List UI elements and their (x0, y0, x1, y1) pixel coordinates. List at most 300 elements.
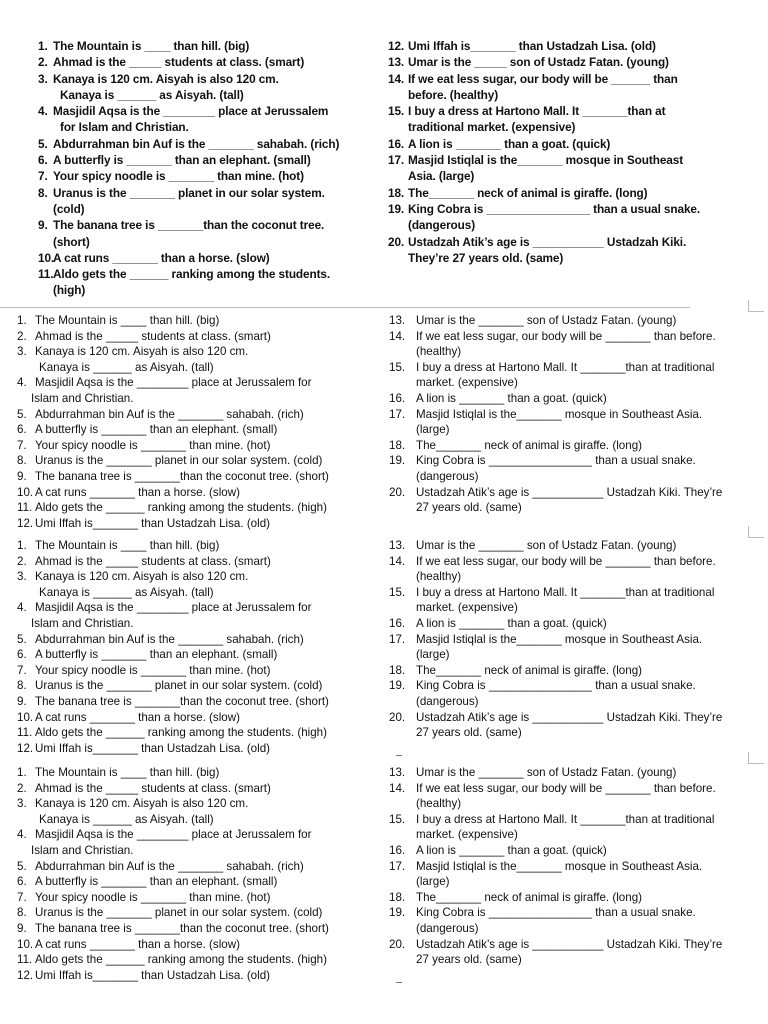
item-number: 9. (17, 469, 27, 483)
item-text (416, 632, 702, 663)
right-column (389, 765, 761, 968)
item-line: (dangerous) (408, 218, 476, 233)
item-line: The Mountain is ____ than hill. (big) (35, 314, 220, 327)
item-text (416, 765, 676, 781)
item-line: Aldo gets the ______ ranking among the students. (high) (35, 953, 327, 967)
divider (0, 307, 690, 308)
exercise-item (389, 765, 761, 781)
exercise-item (388, 234, 758, 267)
item-line: Ustadzah Atik’s age is ___________ Ustadzah Kiki. (408, 234, 687, 249)
item-line: The_______ neck of animal is giraffe. (long) (416, 663, 642, 677)
item-line: Umi Iffah is_______ than Ustadzah Lisa. (old) (35, 516, 271, 530)
item-text (35, 905, 322, 921)
exercise-item (388, 136, 758, 152)
item-line: 27 years old. (same) (416, 726, 522, 740)
item-text (53, 217, 324, 250)
item-number: 14. (389, 329, 406, 343)
exercise-item (17, 438, 382, 454)
item-line: Islam and Christian. (31, 616, 134, 630)
item-line: Uranus is the _______ planet in our solar system. (cold) (35, 679, 323, 693)
item-text (35, 344, 248, 375)
left-column (17, 313, 382, 531)
item-number: 4. (17, 601, 27, 615)
item-line: Kanaya is 120 cm. Aisyah is also 120 cm. (35, 345, 249, 359)
item-text (416, 407, 702, 438)
item-number: 11. (17, 953, 33, 967)
item-line: A cat runs _______ than a horse. (slow) (35, 710, 240, 724)
item-line: (large) (416, 648, 450, 662)
item-text (416, 360, 714, 391)
item-line: Uranus is the _______ planet in our solar system. (cold) (35, 906, 323, 920)
exercise-item (389, 616, 761, 632)
item-text (35, 569, 248, 600)
item-number: 11. (17, 726, 33, 740)
exercise-item (38, 266, 378, 299)
item-text (408, 103, 665, 136)
item-line: Kanaya is ______ as Aisyah. (tall) (39, 585, 214, 599)
item-text (416, 937, 722, 968)
item-line: The Mountain is ____ than hill. (big) (53, 39, 250, 53)
item-line: The_______ neck of animal is giraffe. (long) (416, 438, 642, 452)
item-text (416, 538, 676, 554)
item-number: 5. (17, 859, 27, 873)
exercise-item (17, 469, 382, 485)
item-text (416, 890, 642, 906)
item-number: 12. (17, 741, 34, 755)
exercise-item (389, 485, 761, 516)
item-text (35, 632, 304, 648)
exercise-item (388, 103, 758, 136)
exercise-item (17, 313, 382, 329)
item-line: Your spicy noodle is _______ than mine. (hot) (35, 890, 271, 904)
exercise-item (17, 569, 382, 600)
item-line: A butterfly is _______ than an elephant. (small) (35, 423, 278, 437)
item-line: Your spicy noodle is _______ than mine. (hot) (53, 169, 304, 184)
item-number: 5. (17, 407, 27, 421)
item-number: 15. (389, 585, 406, 599)
item-line: Abdurrahman bin Auf is the _______ sahabah. (rich) (35, 407, 304, 421)
item-text (416, 585, 714, 616)
item-line: Uranus is the _______ planet in our solar system. (53, 185, 325, 200)
item-text (35, 874, 277, 890)
item-line: Umi Iffah is_______ than Ustadzah Lisa. (old) (408, 39, 656, 53)
item-line: If we eat less sugar, our body will be _______ than before. (416, 329, 716, 343)
item-number: 16. (389, 843, 406, 857)
item-number: 17. (388, 153, 405, 168)
exercise-item (388, 54, 758, 70)
item-line: A butterfly is _______ than an elephant. (small) (35, 648, 278, 662)
item-number: 10. (17, 937, 34, 951)
item-number: 4. (38, 104, 48, 119)
exercise-item (17, 827, 382, 858)
item-number: 16. (388, 136, 405, 151)
item-number: 20. (389, 485, 406, 499)
exercise-item (17, 632, 382, 648)
item-line: Masjidil Aqsa is the ________ place at Jerussalem (53, 104, 329, 119)
item-line: Aldo gets the ______ ranking among the students. (53, 267, 331, 282)
item-line: The banana tree is _______than the coconut tree. (short) (35, 469, 329, 483)
item-number: 20. (388, 234, 405, 249)
item-line: Asia. (large) (408, 169, 475, 184)
item-text (416, 329, 716, 360)
item-line: The Mountain is ____ than hill. (big) (35, 539, 220, 552)
exercise-item (17, 663, 382, 679)
exercise-item (17, 765, 382, 781)
exercise-item (17, 952, 382, 968)
item-line: A lion is _______ than a goat. (quick) (408, 136, 611, 151)
item-number: 9. (17, 921, 27, 935)
item-text (416, 859, 702, 890)
item-line: A cat runs _______ than a horse. (slow) (35, 485, 240, 499)
item-text (53, 136, 339, 152)
exercise-item (389, 859, 761, 890)
item-line: I buy a dress at Hartono Mall. It _______than at traditional (416, 585, 715, 599)
item-text (35, 313, 219, 329)
exercise-item (38, 152, 378, 168)
exercise-item (38, 185, 378, 218)
item-text (35, 952, 327, 968)
item-number: 7. (17, 438, 27, 452)
item-line: A lion is _______ than a goat. (quick) (416, 843, 607, 857)
item-number: 19. (389, 906, 406, 920)
item-text (416, 843, 607, 859)
exercise-item (389, 710, 761, 741)
exercise-item (389, 781, 761, 812)
exercise-item (17, 407, 382, 423)
exercise-item (17, 741, 382, 757)
item-line: (healthy) (416, 570, 462, 584)
item-number: 20. (389, 710, 406, 724)
item-number: 8. (17, 679, 27, 693)
exercise-item (389, 585, 761, 616)
item-text (408, 152, 683, 185)
item-text (416, 678, 696, 709)
item-text (416, 710, 722, 741)
item-number: 4. (17, 376, 27, 390)
item-number: 17. (389, 632, 406, 646)
item-line: (dangerous) (416, 469, 479, 483)
item-number: 1. (17, 766, 27, 779)
item-text (53, 168, 304, 184)
item-text (35, 469, 329, 485)
exercise-item (388, 71, 758, 104)
item-text (408, 71, 678, 104)
item-line: Aldo gets the ______ ranking among the students. (high) (35, 726, 327, 740)
exercise-item (17, 874, 382, 890)
item-number: 8. (17, 454, 27, 468)
item-line: A cat runs _______ than a horse. (slow) (53, 250, 270, 265)
exercise-item (389, 407, 761, 438)
item-number: 13. (389, 539, 406, 552)
item-number: 1. (17, 314, 27, 327)
exercise-item (17, 344, 382, 375)
item-line: (large) (416, 875, 450, 889)
right-column (389, 313, 761, 516)
item-text (35, 678, 322, 694)
item-text (35, 859, 304, 875)
item-text (53, 185, 325, 218)
item-number: 5. (17, 632, 27, 646)
exercise-item (38, 136, 378, 152)
item-number: 14. (389, 781, 406, 795)
exercise-item (389, 538, 761, 554)
item-line: A lion is _______ than a goat. (quick) (416, 391, 607, 405)
item-line: Umar is the _______ son of Ustadz Fatan. (young) (416, 539, 677, 552)
item-text (408, 38, 656, 54)
item-number: 7. (38, 169, 48, 184)
item-number: 3. (38, 71, 48, 86)
item-line: Your spicy noodle is _______ than mine. (hot) (35, 663, 271, 677)
item-line: I buy a dress at Hartono Mall. It _______than at traditional (416, 360, 715, 374)
item-line: Masjid Istiqlal is the_______ mosque in Southeast Asia. (416, 632, 703, 646)
item-line: They’re 27 years old. (same) (408, 250, 564, 265)
exercise-item (389, 812, 761, 843)
item-number: 18. (388, 185, 405, 200)
item-number: 6. (17, 875, 27, 889)
item-text (35, 516, 270, 532)
item-text (35, 921, 329, 937)
item-line: A lion is _______ than a goat. (quick) (416, 616, 607, 630)
item-text (53, 38, 249, 54)
item-text (35, 422, 277, 438)
item-line: market. (expensive) (416, 376, 518, 390)
item-number: 15. (388, 104, 405, 119)
exercise-item (388, 152, 758, 185)
exercise-item (389, 313, 761, 329)
item-line: Islam and Christian. (31, 391, 134, 405)
item-line: The_______ neck of animal is giraffe. (long) (416, 890, 642, 904)
exercise-item (17, 781, 382, 797)
item-number: 18. (389, 438, 406, 452)
item-line: Ahmad is the _____ students at class. (smart) (35, 781, 271, 795)
item-text (35, 781, 271, 797)
exercise-item (17, 554, 382, 570)
exercise-item (17, 921, 382, 937)
exercise-item (17, 725, 382, 741)
exercise-item (17, 890, 382, 906)
item-line: Aldo gets the ______ ranking among the students. (high) (35, 501, 327, 515)
item-number: 19. (389, 679, 406, 693)
exercise-item (17, 453, 382, 469)
item-line: Islam and Christian. (31, 843, 134, 857)
item-text (408, 136, 610, 152)
item-line: before. (healthy) (408, 87, 499, 102)
item-number: 10. (17, 485, 34, 499)
exercise-item (17, 937, 382, 953)
item-number: 14. (388, 71, 405, 86)
item-line: traditional market. (expensive) (408, 120, 576, 135)
item-text (53, 152, 311, 168)
item-line: The banana tree is _______than the coconut tree. (short) (35, 694, 329, 708)
item-line: Umar is the _______ son of Ustadz Fatan. (young) (416, 766, 677, 779)
exercise-item (38, 217, 378, 250)
item-line: The Mountain is ____ than hill. (big) (35, 766, 220, 779)
item-line: (cold) (53, 201, 85, 216)
item-text (35, 663, 270, 679)
item-text (408, 185, 647, 201)
item-number: 20. (389, 937, 406, 951)
exercise-item (389, 678, 761, 709)
item-line: Ahmad is the _____ students at class. (smart) (35, 554, 271, 568)
item-line: Kanaya is ______ as Aisyah. (tall) (39, 360, 214, 374)
item-number: 7. (17, 890, 27, 904)
exercise-item (389, 329, 761, 360)
item-text (35, 725, 327, 741)
exercise-item (38, 38, 378, 54)
item-number: 13. (388, 55, 405, 70)
item-number: 18. (389, 890, 406, 904)
item-line: King Cobra is ________________ than a usual snake. (416, 679, 696, 693)
corner-mark (748, 311, 764, 312)
item-number: 3. (17, 345, 27, 359)
right-column (389, 538, 761, 741)
item-text (35, 710, 240, 726)
item-line: Uranus is the _______ planet in our solar system. (cold) (35, 454, 323, 468)
item-line: A butterfly is _______ than an elephant. (small) (35, 875, 278, 889)
item-line: King Cobra is ________________ than a usual snake. (408, 201, 701, 216)
item-number: 10. (17, 710, 34, 724)
item-number: 8. (17, 906, 27, 920)
item-number: 6. (17, 423, 27, 437)
item-line: Umar is the _____ son of Ustadz Fatan. (young) (408, 55, 669, 70)
item-line: Ustadzah Atik’s age is ___________ Ustadzah Kiki. They’re (416, 710, 723, 724)
item-number: 1. (38, 39, 48, 53)
left-column (17, 538, 382, 756)
item-line: Kanaya is ______ as Aisyah. (tall) (60, 87, 244, 102)
item-number: 6. (17, 648, 27, 662)
exercise-item (38, 54, 378, 70)
item-number: 18. (389, 663, 406, 677)
exercise-item (17, 329, 382, 345)
item-line: (healthy) (416, 345, 462, 359)
item-line: Ahmad is the _____ students at class. (smart) (35, 329, 271, 343)
item-number: 4. (17, 828, 27, 842)
exercise-item (17, 485, 382, 501)
exercise-item (389, 937, 761, 968)
left-column (38, 38, 378, 299)
item-number: 2. (17, 554, 27, 568)
exercise-item (389, 391, 761, 407)
exercise-item (17, 694, 382, 710)
item-line: Ahmad is the _____ students at class. (smart) (53, 55, 305, 70)
exercise-item (389, 438, 761, 454)
item-line: A cat runs _______ than a horse. (slow) (35, 937, 240, 951)
item-line: 27 years old. (same) (416, 501, 522, 515)
item-text (416, 616, 607, 632)
item-text (31, 827, 312, 858)
item-text (53, 266, 330, 299)
item-number: 12. (388, 39, 405, 53)
item-text (31, 600, 312, 631)
item-number: 2. (38, 55, 48, 70)
item-line: (dangerous) (416, 921, 479, 935)
item-text (53, 103, 328, 136)
item-line: (high) (53, 283, 86, 298)
item-text (408, 54, 669, 70)
item-text (35, 937, 240, 953)
item-line: A butterfly is _______ than an elephant. (small) (53, 153, 311, 168)
item-text (416, 438, 642, 454)
item-text (53, 71, 279, 104)
exercise-item (388, 38, 758, 54)
item-line: King Cobra is ________________ than a usual snake. (416, 454, 696, 468)
item-line: (healthy) (416, 797, 462, 811)
item-line: Masjid Istiqlal is the_______ mosque in Southeast Asia. (416, 859, 703, 873)
item-line: market. (expensive) (416, 601, 518, 615)
exercise-item (17, 905, 382, 921)
item-text (416, 663, 642, 679)
item-text (35, 890, 270, 906)
item-line: If we eat less sugar, our body will be ______ than (408, 71, 678, 86)
item-line: Kanaya is 120 cm. Aisyah is also 120 cm. (53, 71, 279, 86)
item-line: The_______ neck of animal is giraffe. (long) (408, 185, 648, 200)
right-column (388, 38, 758, 266)
item-line: Masjid Istiqlal is the_______ mosque in Southeast Asia. (416, 407, 703, 421)
item-number: 11. (38, 267, 54, 282)
item-line: (dangerous) (416, 694, 479, 708)
item-line: for Islam and Christian. (60, 120, 189, 135)
item-line: (large) (416, 423, 450, 437)
item-text (35, 538, 219, 554)
item-line: Ustadzah Atik’s age is ___________ Ustadzah Kiki. They’re (416, 937, 723, 951)
item-line: King Cobra is ________________ than a usual snake. (416, 906, 696, 920)
item-text (35, 765, 219, 781)
item-text (416, 554, 716, 585)
item-number: 16. (389, 391, 406, 405)
item-number: 17. (389, 407, 406, 421)
exercise-item (388, 185, 758, 201)
dash-mark (396, 982, 402, 983)
item-line: market. (expensive) (416, 828, 518, 842)
item-number: 12. (17, 516, 34, 530)
item-text (53, 54, 304, 70)
exercise-item (17, 678, 382, 694)
exercise-item (389, 360, 761, 391)
item-number: 11. (17, 501, 33, 515)
item-line: Abdurrahman bin Auf is the _______ sahabah. (rich) (35, 859, 304, 873)
item-number: 17. (389, 859, 406, 873)
item-line: Umar is the _______ son of Ustadz Fatan. (young) (416, 314, 677, 327)
exercise-item (389, 663, 761, 679)
item-text (408, 201, 700, 234)
item-text (35, 453, 322, 469)
item-line: 27 years old. (same) (416, 953, 522, 967)
item-line: Masjidil Aqsa is the ________ place at Jerussalem for (35, 376, 312, 390)
item-number: 19. (388, 201, 405, 216)
item-line: If we eat less sugar, our body will be _______ than before. (416, 554, 716, 568)
item-number: 10. (38, 250, 55, 265)
item-number: 16. (389, 616, 406, 630)
item-number: 9. (38, 218, 48, 233)
item-text (35, 329, 271, 345)
exercise-item (38, 71, 378, 104)
item-line: Kanaya is 120 cm. Aisyah is also 120 cm. (35, 570, 249, 584)
item-text (416, 905, 696, 936)
exercise-item (17, 600, 382, 631)
item-number: 7. (17, 663, 27, 677)
item-line: The banana tree is _______than the coconut tree. (53, 218, 325, 233)
item-text (416, 812, 714, 843)
exercise-item (17, 538, 382, 554)
item-number: 13. (389, 766, 406, 779)
item-text (35, 968, 270, 984)
item-line: Masjidil Aqsa is the ________ place at Jerussalem for (35, 601, 312, 615)
dash-mark (396, 755, 402, 756)
exercise-item (17, 796, 382, 827)
item-text (35, 438, 270, 454)
item-number: 19. (389, 454, 406, 468)
exercise-item (17, 710, 382, 726)
